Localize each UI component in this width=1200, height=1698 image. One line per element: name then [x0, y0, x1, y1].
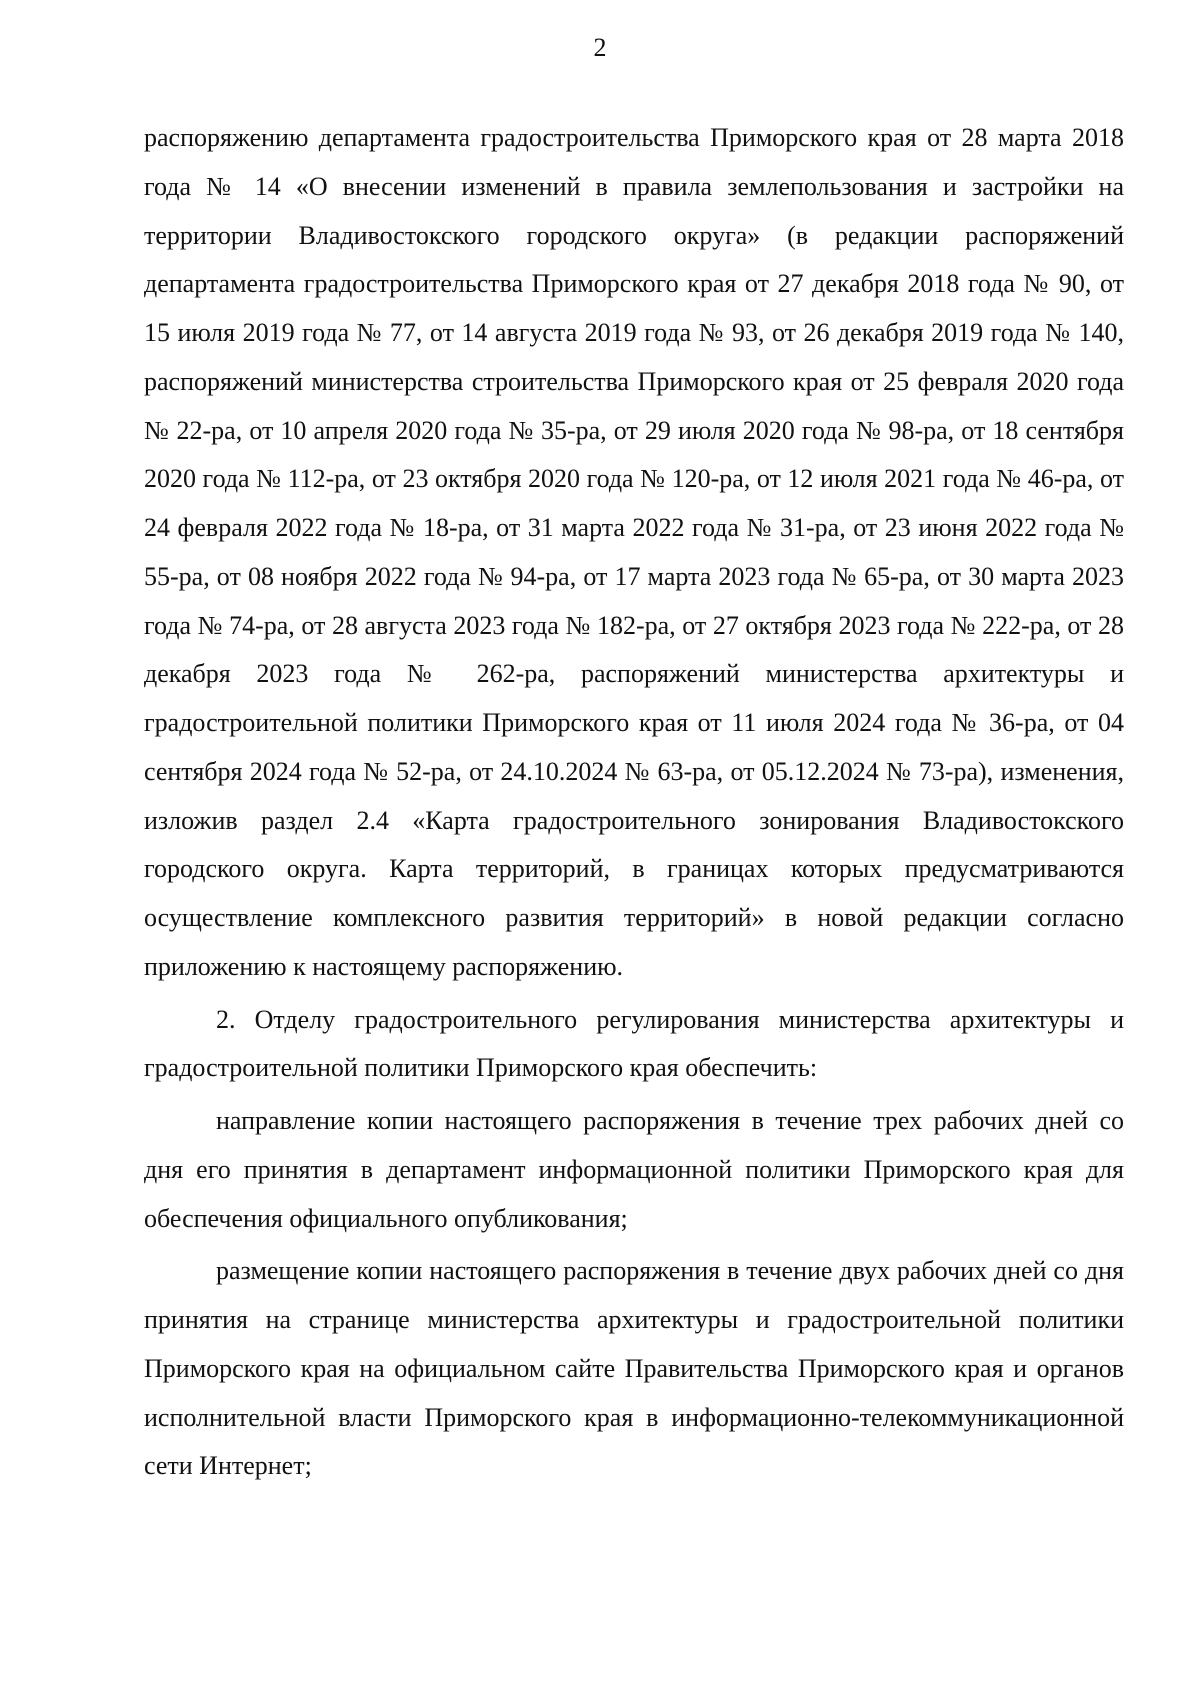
- document-body: [144, 114, 1124, 1491]
- paragraph-publication-direction: направление копии настоящего распоряжения в течение трех рабочих дней со дня его принятия в департамент информационной политики Приморского края для обеспечения официального опубликования;: [144, 1106, 1124, 1233]
- paragraph-amendment-history: распоряжению департамента градостроительства Приморского края от 28 марта 2018 года № 14 «О внесении изменений в правила землепользования и застройки на территории Владивостокского городского округа» (в редакции распоряжений департамента градостроительства Приморского края от 27 декабря 2018 года № 90, от 15 июля 2019 года № 77, от 14 августа 2019 года № 93, от 26 декабря 2019 года № 140, распоряжений министерства строительства Приморского края от 25 февраля 2020 года № 22-ра, от 10 апреля 2020 года № 35-ра, от 29 июля 2020 года № 98-ра, от 18 сентября 2020 года № 112-ра, от 23 октября 2020 года № 120-ра, от 12 июля 2021 года № 46-ра, от 24 февраля 2022 года № 18-ра, от 31 марта 2022 года № 31-ра, от 23 июня 2022 года № 55-ра, от 08 ноября 2022 года № 94-ра, от 17 марта 2023 года № 65-ра, от 30 марта 2023 года № 74-ра, от 28 августа 2023 года № 182-ра, от 27 октября 2023 года № 222-ра, от 28 декабря 2023 года № 262-ра, распоряжений министерства архитектуры и градостроительной политики Приморского края от 11 июля 2024 года № 36-ра, от 04 сентября 2024 года № 52-ра, от 24.10.2024 № 63-ра, от 05.12.2024 № 73-ра), изменения, изложив раздел 2.4 «Карта градостроительного зонирования Владивостокского городского округа. Карта территорий, в границах которых предусматриваются осуществление комплексного развития территорий» в новой редакции согласно приложению к настоящему распоряжению.: [144, 123, 1124, 981]
- paragraph-item-2: 2. Отделу градостроительного регулирования министерства архитектуры и градостроительной политики Приморского края обеспечить:: [144, 1004, 1124, 1083]
- paragraph-website-placement: размещение копии настоящего распоряжения в течение двух рабочих дней со дня принятия на странице министерства архитектуры и градостроительной политики Приморского края на официальном сайте Правительства Приморского края и органов исполнительной власти Приморского края в информационно-телекоммуникационной сети Интернет;: [144, 1256, 1124, 1481]
- page-number: 2: [593, 33, 607, 62]
